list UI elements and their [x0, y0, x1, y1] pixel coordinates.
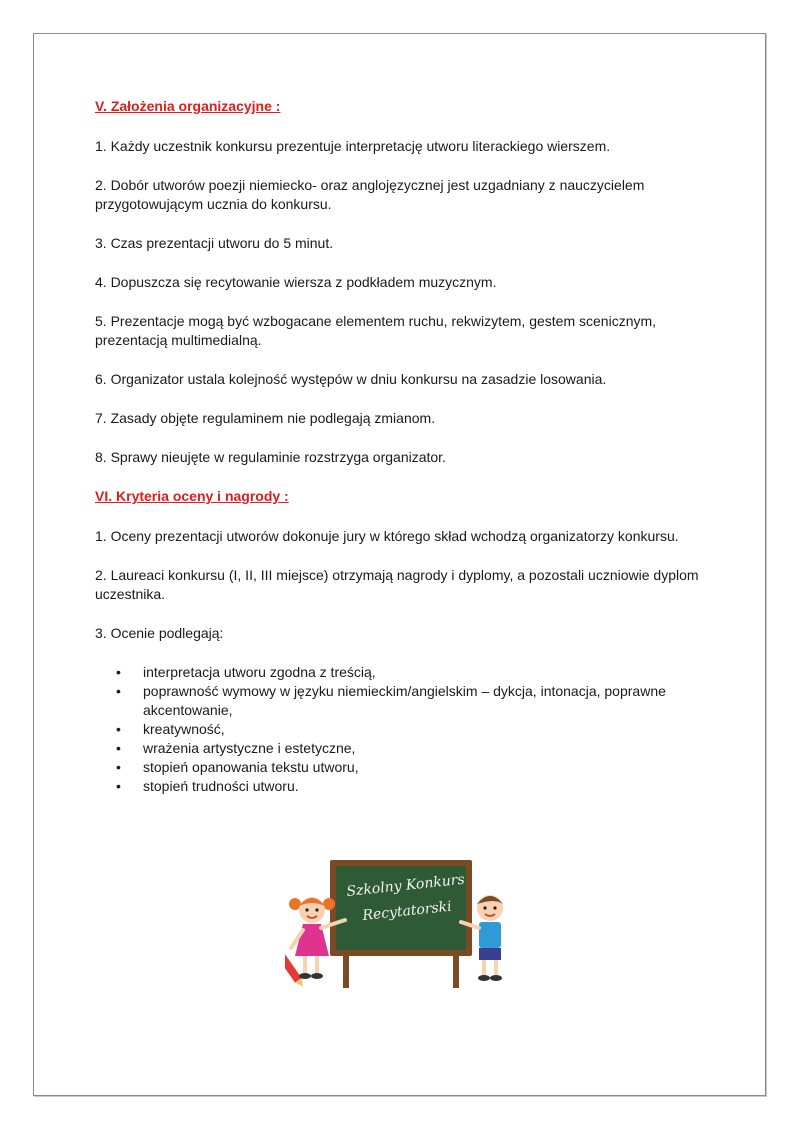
- section-heading-organizational: V. Założenia organizacyjne :: [95, 98, 281, 114]
- paragraph-item: 3. Ocenie podlegają:: [95, 625, 224, 641]
- paragraph-item: 3. Czas prezentacji utworu do 5 minut.: [95, 235, 334, 251]
- document-body: [95, 97, 715, 796]
- bullet-icon: •: [116, 778, 121, 794]
- bullet-icon: •: [116, 759, 121, 775]
- board-text-line2: Recytatorski: [361, 898, 453, 924]
- bullet-icon: •: [116, 683, 121, 699]
- bullet-icon: •: [116, 721, 121, 737]
- paragraph-item: 1. Każdy uczestnik konkursu prezentuje interpretację utworu literackiego wierszem.: [95, 138, 611, 154]
- list-item: [116, 777, 715, 796]
- list-item-text: stopień trudności utworu.: [143, 778, 299, 794]
- criteria-list: [95, 663, 715, 796]
- paragraph-item: 6. Organizator ustala kolejność występów w dniu konkursu na zasadzie losowania.: [95, 371, 607, 387]
- bullet-icon: •: [116, 740, 121, 756]
- list-item-text: wrażenia artystyczne i estetyczne,: [143, 740, 356, 756]
- paragraph-item: 8. Sprawy nieujęte w regulaminie rozstrzyga organizator.: [95, 449, 446, 465]
- list-item-text: stopień opanowania tekstu utworu,: [143, 759, 359, 775]
- paragraph-item: 1. Oceny prezentacji utworów dokonuje jury w którego skład wchodzą organizatorzy konkursu.: [95, 528, 679, 544]
- section-heading-criteria: VI. Kryteria oceny i nagrody :: [95, 488, 289, 504]
- list-item-text: poprawność wymowy w języku niemieckim/angielskim – dykcja, intonacja, poprawne akcentowanie,: [143, 683, 666, 718]
- bullet-icon: •: [116, 664, 121, 680]
- paragraph-item: 2. Dobór utworów poezji niemiecko- oraz anglojęzycznej jest uzgadniany z nauczycielem przygotowującym ucznia do konkursu.: [95, 177, 645, 212]
- paragraph-item: 5. Prezentacje mogą być wzbogacane elementem ruchu, rekwizytem, gestem scenicznym, prezentacją multimedialną.: [95, 313, 657, 348]
- list-item: [116, 720, 715, 739]
- list-item: [116, 758, 715, 777]
- list-item: [116, 663, 715, 682]
- board-text-line1: Szkolny Konkurs: [345, 871, 466, 900]
- list-item-text: kreatywność,: [143, 721, 225, 737]
- paragraph-item: 7. Zasady objęte regulaminem nie podlegają zmianom.: [95, 410, 436, 426]
- list-item: [116, 739, 715, 758]
- school-competition-chalkboard-icon: [285, 848, 515, 998]
- paragraph-item: 4. Dopuszcza się recytowanie wiersza z podkładem muzycznym.: [95, 274, 497, 290]
- list-item: [116, 682, 715, 720]
- paragraph-item: 2. Laureaci konkursu (I, II, III miejsce) otrzymają nagrody i dyplomy, a pozostali uczniowie dyplom uczestnika.: [95, 567, 699, 602]
- list-item-text: interpretacja utworu zgodna z treścią,: [143, 664, 376, 680]
